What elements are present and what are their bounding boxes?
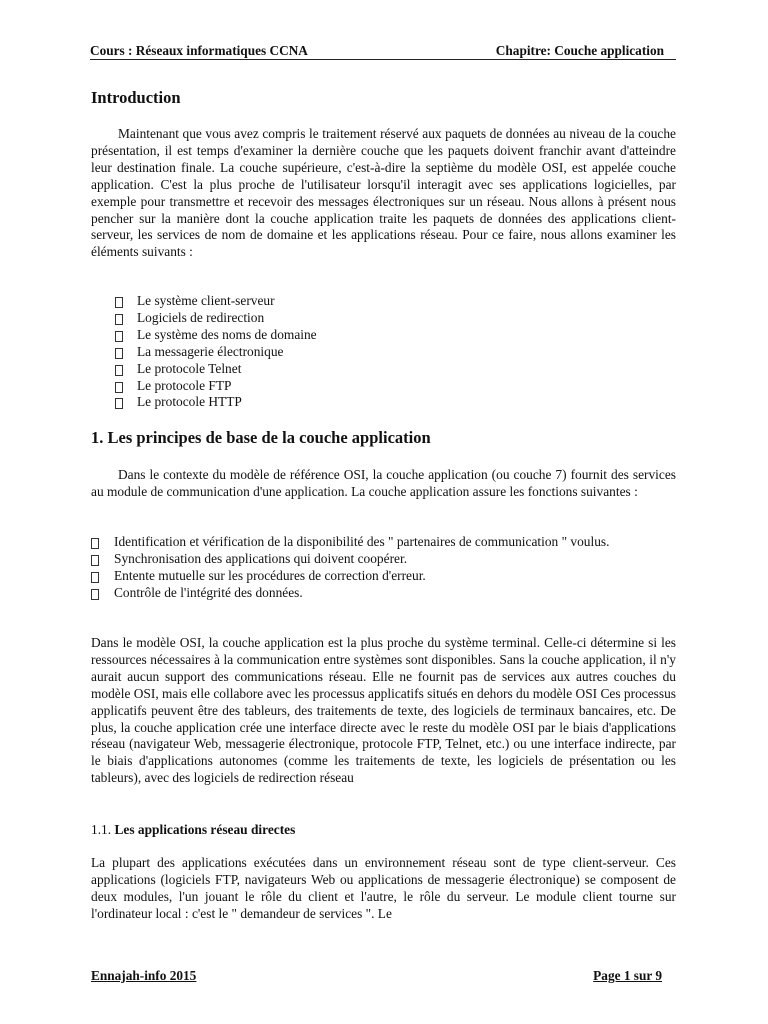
bullet-icon [115, 331, 123, 342]
footer-page-number: Page 1 sur 9 [593, 968, 662, 983]
footer-source: Ennajah-info 2015 [91, 968, 197, 983]
list-item: Le système client-serveur [91, 293, 676, 310]
bullet-icon [91, 538, 99, 549]
header-course: Cours : Réseaux informatiques CCNA [90, 43, 308, 58]
section-1-paragraph: Dans le contexte du modèle de référence OSI, la couche application (ou couche 7) fournit des services au module de communication d'une application. La couche application assure les fonctions suivantes : [91, 467, 676, 499]
section-1-heading: 1. Les principes de base de la couche application [91, 428, 431, 447]
list-item: Entente mutuelle sur les procédures de correction d'erreur. [91, 568, 676, 585]
list-item: Synchronisation des applications qui doivent coopérer. [91, 551, 676, 568]
list-item: Contrôle de l'intégrité des données. [91, 585, 676, 602]
bullet-icon [115, 398, 123, 409]
bullet-icon [91, 572, 99, 583]
bullet-icon [115, 314, 123, 325]
list-item: Logiciels de redirection [91, 310, 676, 327]
list-item: Identification et vérification de la disponibilité des " partenaires de communication " voulus. [91, 534, 676, 551]
list-item: Le protocole HTTP [91, 394, 676, 411]
list-item: Le protocole FTP [91, 378, 676, 395]
list-item: Le protocole Telnet [91, 361, 676, 378]
subsection-number: 1.1. [91, 822, 112, 837]
bullet-icon [115, 348, 123, 359]
intro-list [91, 293, 676, 411]
intro-paragraph: Maintenant que vous avez compris le traitement réservé aux paquets de données au niveau de la couche présentation, il est temps d'examiner la dernière couche que les paquets doivent franchir avant d'atteindre leur destination finale. La couche supérieure, c'est-à-dire la septième du modèle OSI, est appelée couche application. C'est la plus proche de l'utilisateur lorsqu'il interagit avec ses applications logicielles, par exemple pour transmettre et recevoir des messages électroniques sur un réseau. Nous allons à présent nous pencher sur la manière dont la couche application traite les paquets de données des applications client-serveur, les services de nom de domaine et les applications réseau. Pour ce faire, nous allons examiner les éléments suivants : [91, 126, 676, 260]
list-item: La messagerie électronique [91, 344, 676, 361]
bullet-icon [115, 382, 123, 393]
bullet-icon [115, 297, 123, 308]
header-chapter: Chapitre: Couche application [495, 43, 664, 58]
subsection-title: Les applications réseau directes [114, 822, 296, 837]
subsection-paragraph: La plupart des applications exécutées dans un environnement réseau sont de type client-serveur. Ces applications (logiciels FTP, navigateurs Web ou applications de messagerie électronique) se composent de deux modules, l'un jouant le rôle du client et l'autre, le rôle du serveur. Le module client tourne sur l'ordinateur local : c'est le " demandeur de services ". Le [91, 855, 676, 921]
bullet-icon [115, 365, 123, 376]
bullet-icon [91, 589, 99, 600]
list-item: Le système des noms de domaine [91, 327, 676, 344]
functions-list [91, 534, 676, 602]
page-header [90, 42, 676, 60]
subsection-heading [91, 821, 295, 838]
section-1-paragraph-2: Dans le modèle OSI, la couche application est la plus proche du système terminal. Celle-ci détermine si les ressources nécessaires à la communication entre systèmes sont disponibles. Sans la couche application, il n'y aurait aucun support des communications réseau. Elle ne fournit pas de services aux autres couches du modèle OSI, mais elle collabore avec les processus applicatifs situés en dehors du modèle OSI Ces processus applicatifs peuvent être des tableurs, des traitements de texte, des logiciels de terminaux bancaires, etc. De plus, la couche application crée une interface directe avec le reste du modèle OSI par le biais d'applications réseau (navigateur Web, messagerie électronique, protocole FTP, Telnet, etc.) ou une interface indirecte, par le biais d'applications autonomes (comme les traitements de texte, les logiciels de présentation ou les tableurs), avec des logiciels de redirection réseau [91, 635, 676, 786]
bullet-icon [91, 555, 99, 566]
intro-heading: Introduction [91, 88, 181, 107]
